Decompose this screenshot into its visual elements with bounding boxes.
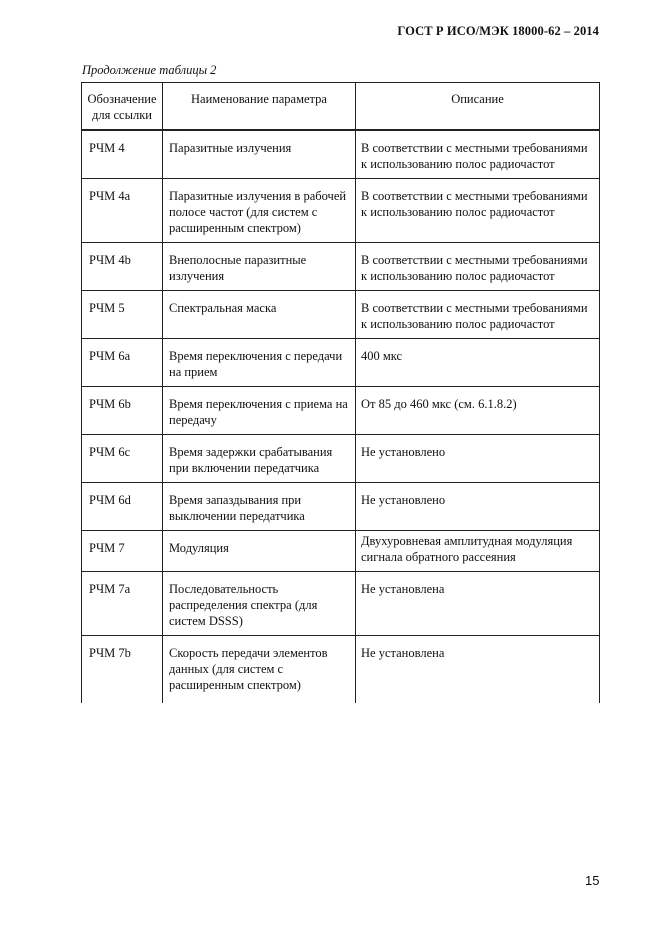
cell-ref: РЧМ 4 [82,130,163,179]
table-row [82,387,600,435]
table-row [82,636,600,704]
column-header-ref: Обозначение для ссылки [82,83,163,131]
cell-ref: РЧМ 6d [82,483,163,531]
column-header-name: Наименование параметра [163,83,356,131]
cell-ref: РЧМ 5 [82,291,163,339]
cell-name: Время переключения с передачи на прием [163,339,356,387]
cell-name: Паразитные излучения [163,130,356,179]
table-row [82,531,600,572]
cell-desc: Не установлено [356,435,600,483]
cell-ref: РЧМ 4а [82,179,163,243]
cell-name: Время переключения с приема на передачу [163,387,356,435]
cell-name: Время запаздывания при выключении передатчика [163,483,356,531]
table-row [82,243,600,291]
cell-desc: Не установлена [356,636,600,704]
parameters-table-container [81,82,599,703]
cell-desc: В соответствии с местными требованиями к использованию полос радиочастот [356,243,600,291]
cell-desc: Не установлена [356,572,600,636]
cell-name: Внеполосные паразитные излучения [163,243,356,291]
table-row [82,179,600,243]
cell-desc: В соответствии с местными требованиями к использованию полос радиочастот [356,291,600,339]
cell-name: Модуляция [163,531,356,572]
cell-ref: РЧМ 6b [82,387,163,435]
standard-header: ГОСТ Р ИСО/МЭК 18000-62 – 2014 [397,24,599,38]
cell-desc: В соответствии с местными требованиями к использованию полос радиочастот [356,179,600,243]
cell-ref: РЧМ 6а [82,339,163,387]
parameters-table [81,82,600,703]
table-row [82,483,600,531]
cell-ref: РЧМ 7 [82,531,163,572]
table-row [82,339,600,387]
table-row [82,130,600,179]
cell-ref: РЧМ 7а [82,572,163,636]
cell-desc: Двухуровневая амплитудная модуляция сигнала обратного рассеяния [356,531,600,572]
cell-name: Спектральная маска [163,291,356,339]
table-caption: Продолжение таблицы 2 [82,63,217,77]
page-number: 15 [585,873,600,888]
cell-name: Последовательность распределения спектра (для систем DSSS) [163,572,356,636]
cell-name: Паразитные излучения в рабочей полосе частот (для систем с расширенным спектром) [163,179,356,243]
cell-ref: РЧМ 4b [82,243,163,291]
cell-desc: 400 мкс [356,339,600,387]
table-row [82,435,600,483]
cell-name: Скорость передачи элементов данных (для систем с расширенным спектром) [163,636,356,704]
cell-ref: РЧМ 7b [82,636,163,704]
cell-desc: В соответствии с местными требованиями к использованию полос радиочастот [356,130,600,179]
cell-name: Время задержки срабатывания при включении передатчика [163,435,356,483]
cell-desc: Не установлено [356,483,600,531]
table-row [82,572,600,636]
column-header-desc: Описание [356,83,600,131]
cell-desc: От 85 до 460 мкс (см. 6.1.8.2) [356,387,600,435]
cell-ref: РЧМ 6с [82,435,163,483]
table-row [82,291,600,339]
table-header-row [82,83,600,131]
